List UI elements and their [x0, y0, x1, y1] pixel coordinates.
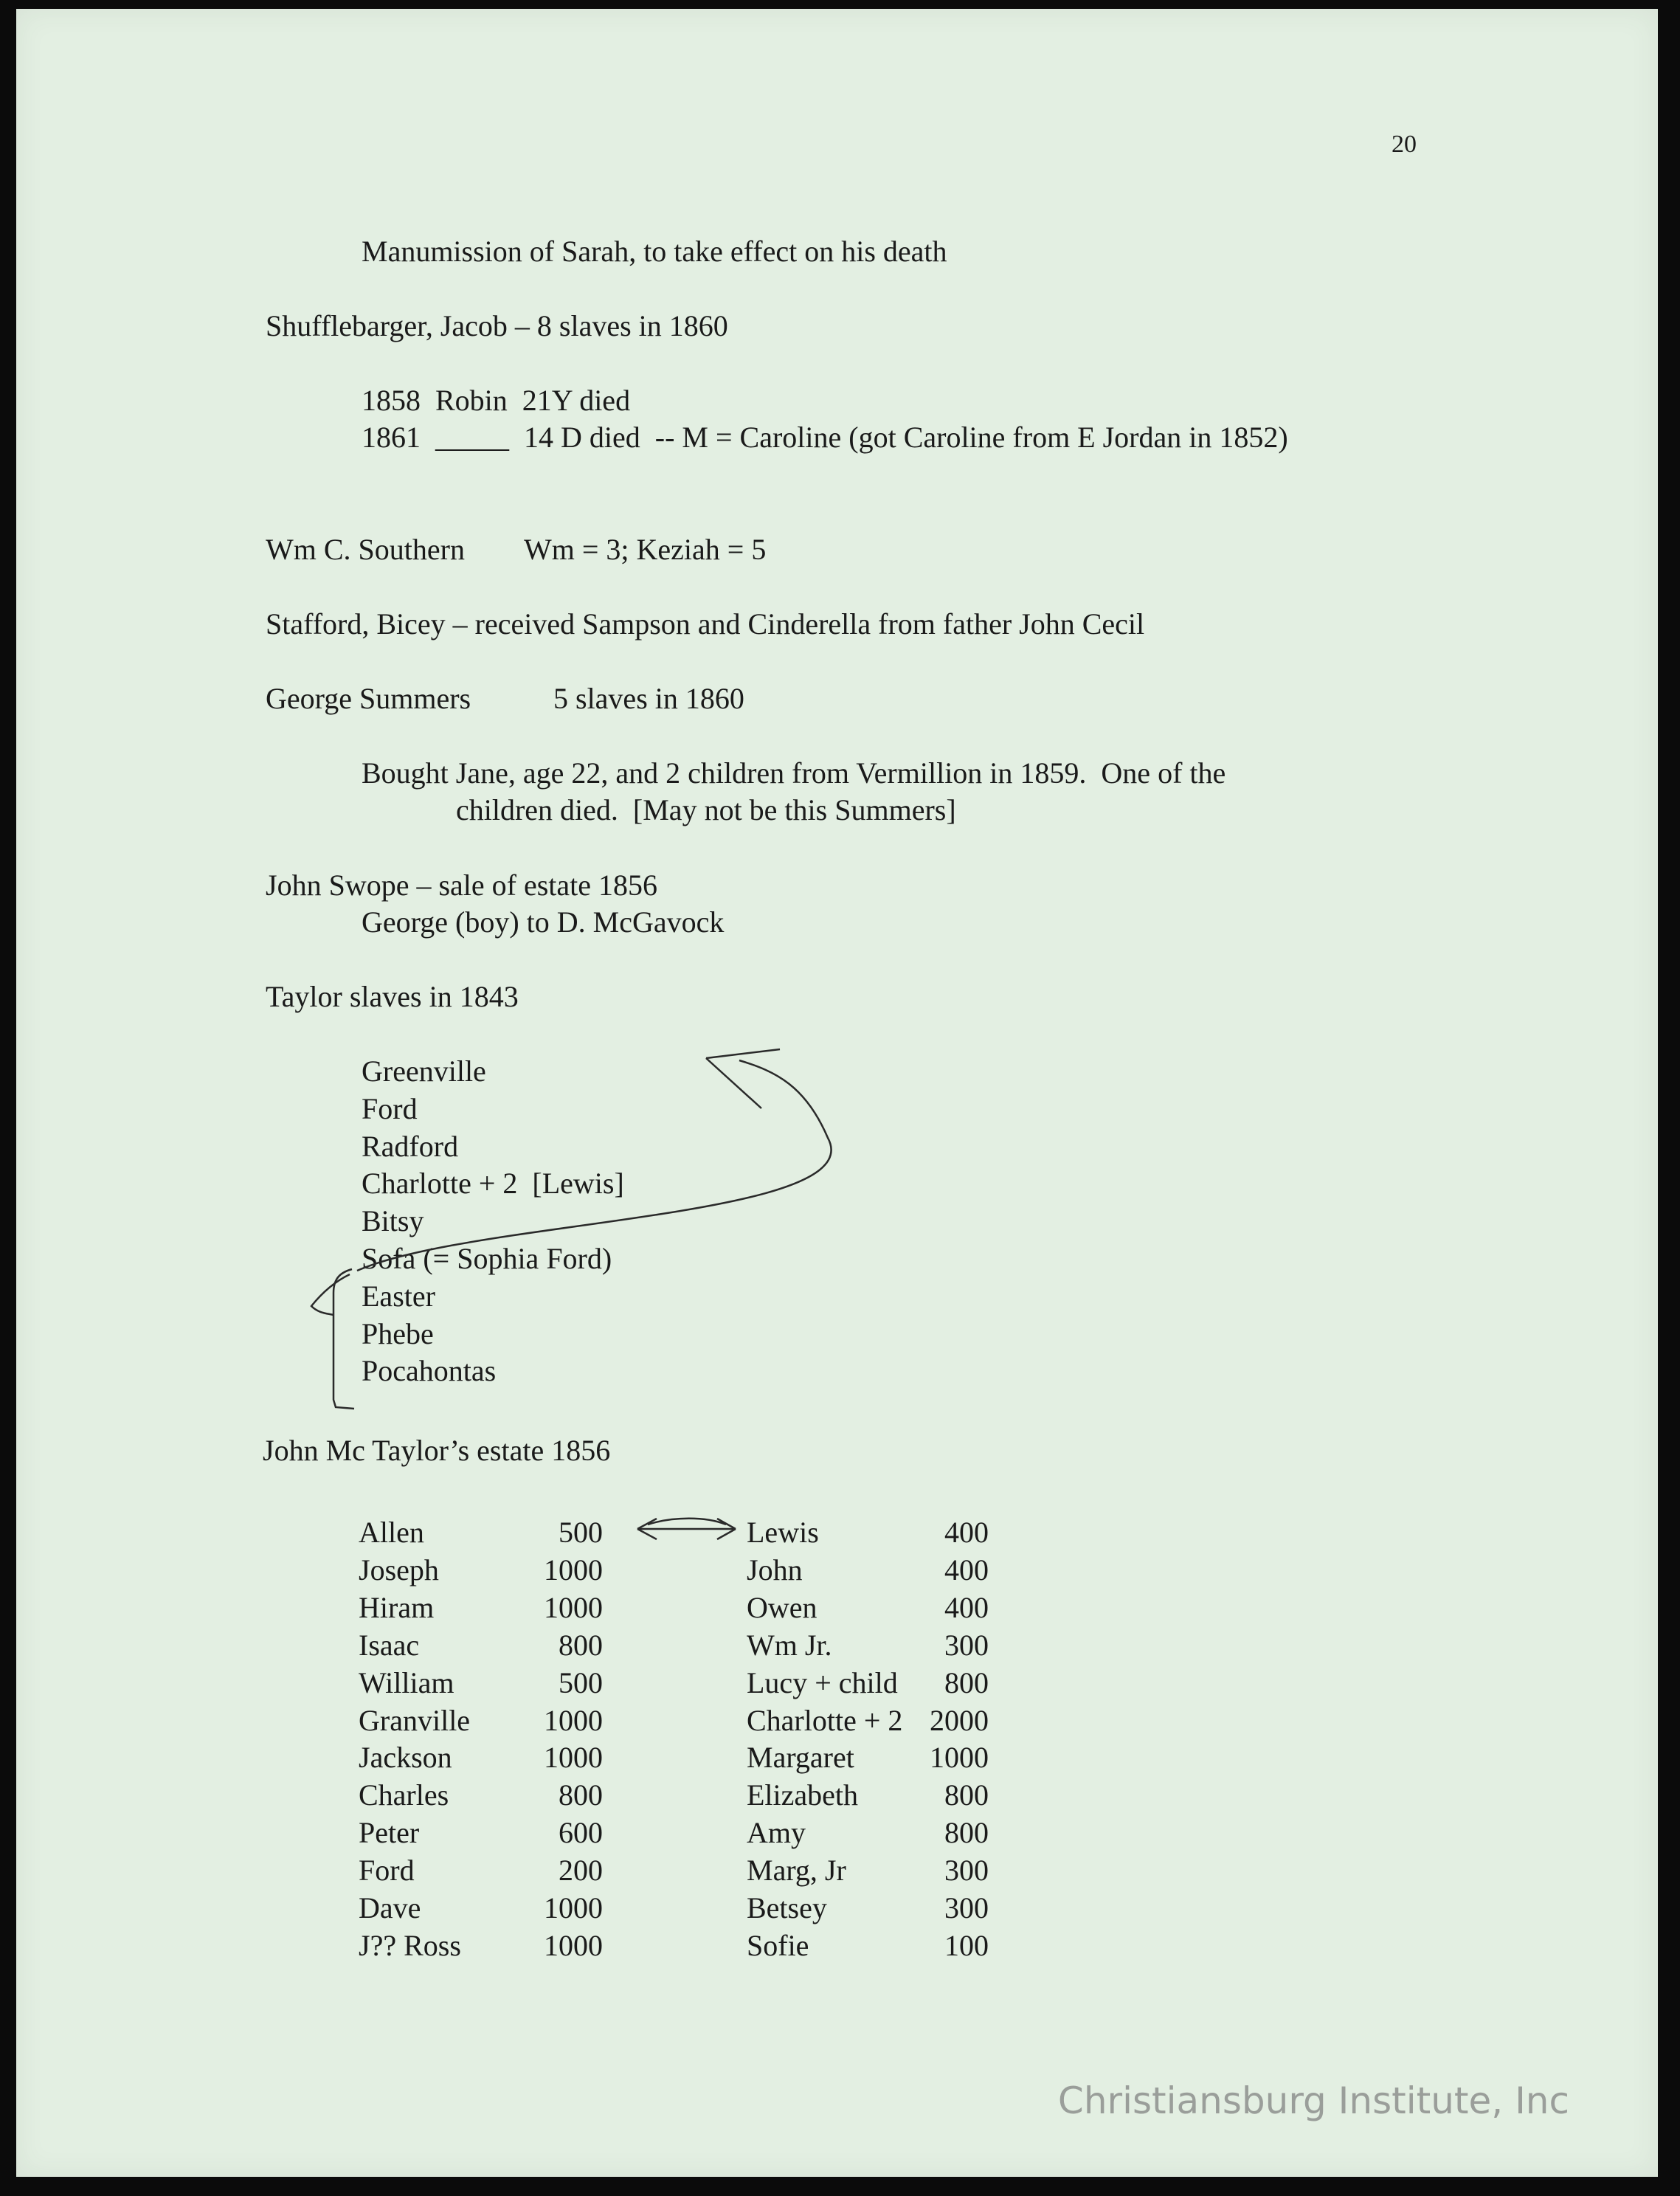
estate-name-cell: J?? Ross: [359, 1929, 461, 1962]
estate-value-cell: 1000: [544, 1929, 603, 1962]
taylor-slave-item: Bitsy: [362, 1204, 424, 1237]
estate-name-cell: Ford: [359, 1854, 415, 1887]
estate-value-cell: 2000: [930, 1704, 989, 1737]
estate-name-cell: Amy: [747, 1816, 806, 1849]
estate-value-cell: 800: [944, 1816, 989, 1849]
estate-name-cell: Allen: [359, 1516, 424, 1549]
estate-name-cell: Hiram: [359, 1591, 435, 1624]
estate-name-cell: Elizabeth: [747, 1778, 859, 1812]
taylor-slave-item: Radford: [362, 1130, 459, 1163]
page-number: 20: [1392, 131, 1417, 158]
taylor-slave-item: Charlotte + 2 [Lewis]: [362, 1167, 624, 1200]
estate-name-cell: Wm Jr.: [747, 1629, 832, 1662]
estate-value-cell: 300: [944, 1891, 989, 1924]
estate-value-cell: 1000: [544, 1553, 603, 1586]
hand-bracket-tick: [311, 1274, 350, 1315]
manumission-line: Manumission of Sarah, to take effect on his death: [362, 235, 947, 268]
estate-value-cell: 1000: [930, 1741, 989, 1774]
taylor-slave-item: Sofa (= Sophia Ford): [362, 1242, 612, 1275]
estate-name-cell: Joseph: [359, 1553, 439, 1586]
estate-value-cell: 300: [944, 1854, 989, 1887]
estate-name-cell: Isaac: [359, 1629, 420, 1662]
taylor-slave-item: Phebe: [362, 1317, 434, 1350]
document-page: [16, 9, 1658, 2177]
estate-name-cell: Owen: [747, 1591, 817, 1624]
estate-value-cell: 600: [559, 1816, 603, 1849]
southern-counts: Wm = 3; Keziah = 5: [524, 533, 767, 566]
estate-name-cell: Marg, Jr: [747, 1854, 846, 1887]
hand-bracket: [333, 1269, 354, 1409]
estate-value-cell: 800: [559, 1778, 603, 1812]
taylor-slave-item: Ford: [362, 1092, 418, 1125]
taylor-slave-item: Easter: [362, 1280, 435, 1313]
estate-name-cell: Sofie: [747, 1929, 809, 1962]
shufflebarger-1858: 1858 Robin 21Y died: [362, 384, 631, 417]
estate-value-cell: 1000: [544, 1891, 603, 1924]
estate-name-cell: Dave: [359, 1891, 421, 1924]
watermark: Christiansburg Institute, Inc: [1057, 2079, 1569, 2122]
estate-value-cell: 800: [559, 1629, 603, 1662]
swope-sale: George (boy) to D. McGavock: [362, 905, 725, 939]
summers-note-2: children died. [May not be this Summers]: [456, 793, 956, 826]
hand-curved-arrow-line: [357, 1060, 832, 1271]
estate-value-cell: 500: [559, 1516, 603, 1549]
taylor-slave-item: Pocahontas: [362, 1354, 497, 1387]
estate-name-cell: Margaret: [747, 1741, 854, 1774]
hand-double-arrow: [637, 1519, 736, 1539]
estate-value-cell: 100: [944, 1929, 989, 1962]
handwritten-annotations: [16, 9, 1658, 2177]
estate-name-cell: Charlotte + 2: [747, 1704, 903, 1737]
estate-name-cell: Lucy + child: [747, 1666, 898, 1699]
estate-name-cell: Betsey: [747, 1891, 827, 1924]
estate-value-cell: 200: [559, 1854, 603, 1887]
stafford-line: Stafford, Bicey – received Sampson and Cinderella from father John Cecil: [266, 607, 1145, 640]
estate-name-cell: William: [359, 1666, 454, 1699]
estate-name-cell: Jackson: [359, 1741, 452, 1774]
estate-value-cell: 800: [944, 1666, 989, 1699]
estate-name-cell: John: [747, 1553, 803, 1586]
hand-arrowhead: [706, 1049, 780, 1108]
estate-heading: John Mc Taylor’s estate 1856: [263, 1434, 611, 1467]
southern-name: Wm C. Southern: [266, 533, 465, 566]
estate-value-cell: 1000: [544, 1741, 603, 1774]
summers-note-1: Bought Jane, age 22, and 2 children from Vermillion in 1859. One of the: [362, 756, 1226, 790]
estate-name-cell: Charles: [359, 1778, 449, 1812]
estate-name-cell: Granville: [359, 1704, 471, 1737]
swope-heading: John Swope – sale of estate 1856: [266, 869, 658, 902]
estate-value-cell: 400: [944, 1553, 989, 1586]
estate-name-cell: Peter: [359, 1816, 420, 1849]
estate-value-cell: 800: [944, 1778, 989, 1812]
taylor-slave-item: Greenville: [362, 1054, 486, 1088]
estate-value-cell: 500: [559, 1666, 603, 1699]
estate-value-cell: 400: [944, 1591, 989, 1624]
shufflebarger-1861: 1861 _____ 14 D died -- M = Caroline (got Caroline from E Jordan in 1852): [362, 421, 1288, 454]
summers-name: George Summers: [266, 682, 471, 715]
shufflebarger-heading: Shufflebarger, Jacob – 8 slaves in 1860: [266, 309, 728, 342]
estate-value-cell: 400: [944, 1516, 989, 1549]
estate-value-cell: 1000: [544, 1591, 603, 1624]
estate-name-cell: Lewis: [747, 1516, 819, 1549]
estate-value-cell: 1000: [544, 1704, 603, 1737]
estate-value-cell: 300: [944, 1629, 989, 1662]
taylor-heading: Taylor slaves in 1843: [266, 980, 519, 1013]
summers-count: 5 slaves in 1860: [553, 682, 744, 715]
